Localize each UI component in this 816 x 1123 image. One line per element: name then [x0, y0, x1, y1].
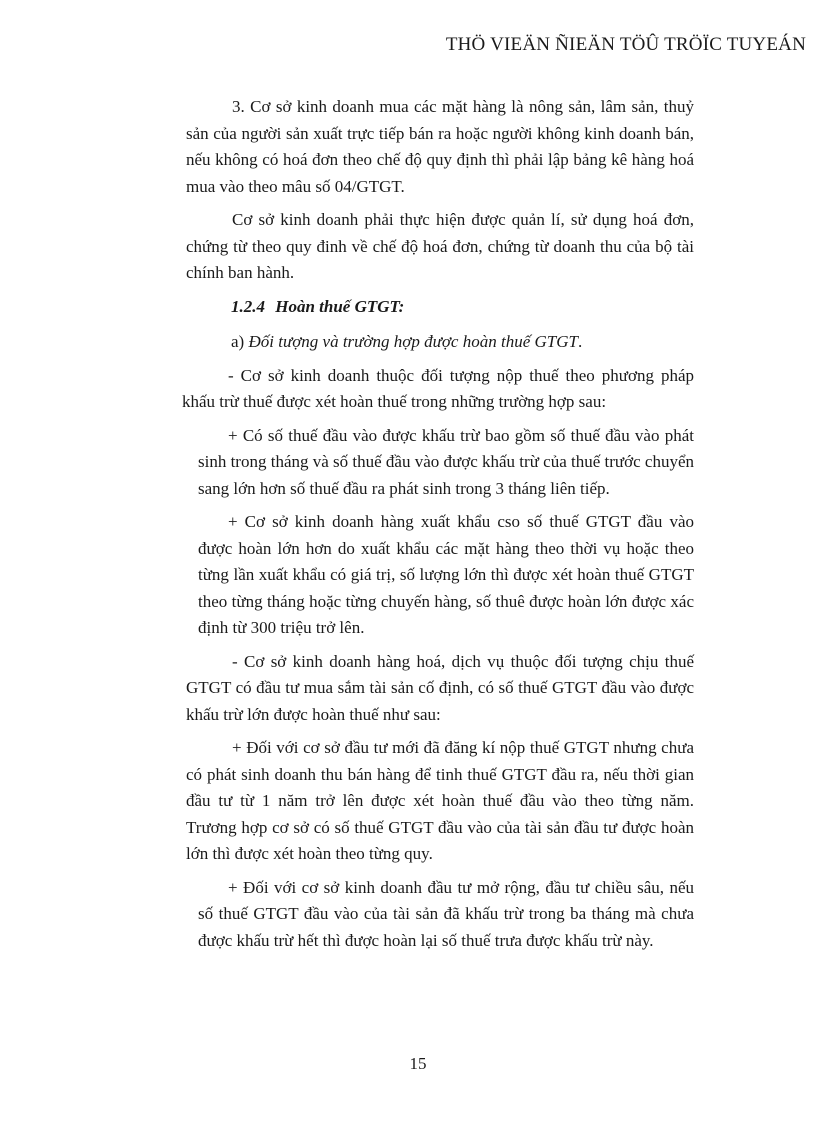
- section-title: Hoàn thuế GTGT:: [275, 296, 405, 316]
- page-number: 15: [409, 1054, 427, 1073]
- list-item-export: + Cơ sở kinh doanh hàng xuất khẩu cso số thuế GTGT đầu vào được hoàn lớn hơn do xuất khẩu các mặt hàng theo thời vụ hoặc theo từng lần xuất khẩu có giá trị, số lượng lớn thì được xét hoàn thuế GTGT theo từng tháng hoặc từng chuyến hàng, số thuê được hoàn lớn được xác định từ 300 triệu trở lên.: [198, 512, 694, 637]
- subheading-prefix: a): [231, 332, 249, 351]
- paragraph-invoice-listing: 3. Cơ sở kinh doanh mua các mặt hàng là nông sản, lâm sản, thuỷ sản của người sản xuất trực tiếp bán ra hoặc người không kinh doanh bán, nếu không có hoá đơn theo chế độ quy định thì phải lập bảng kê hàng hoá mua vào theo mâu số 04/GTGT.: [186, 97, 694, 196]
- paragraph-invoice-management: Cơ sở kinh doanh phải thực hiện được quản lí, sử dụng hoá đơn, chứng từ theo quy đinh về chế độ hoá đơn, chứng từ doanh thu của bộ tài chính ban hành.: [186, 210, 694, 282]
- subheading-text: Đối tượng và trường hợp được hoàn thuế GTGT: [248, 332, 578, 351]
- page-body: [182, 94, 694, 961]
- subheading-suffix: .: [577, 332, 583, 351]
- list-item-expansion-investment: + Đối với cơ sở kinh doanh đầu tư mở rộng, đầu tư chiều sâu, nếu số thuế GTGT đầu vào của tài sản đã khấu trừ trong ba tháng mà chưa được khấu trừ hết thì được hoàn lại số thuế trưa được khấu trừ này.: [198, 877, 694, 950]
- section-heading: [186, 294, 694, 321]
- section-number: 1.2.4: [231, 296, 265, 316]
- list-item-new-investment: + Đối với cơ sở đầu tư mới đã đăng kí nộp thuế GTGT nhưng chưa có phát sinh doanh thu bán hàng để tinh thuế GTGT đầu ra, nếu thời gian đầu tư từ 1 năm trở lên được xét hoàn thuế đầu vào theo từng năm. Trương hợp cơ sở có số thuế GTGT đầu vào của tài sản đầu tư được hoàn lớn thì được xét hoàn theo từng quy.: [186, 738, 694, 863]
- subheading: [186, 329, 694, 356]
- paragraph-deduction-method: - Cơ sở kinh doanh thuộc đối tượng nộp thuế theo phương pháp khấu trừ thuế được xét hoàn thuế trong những trường hợp sau:: [182, 365, 694, 411]
- paragraph-fixed-assets: - Cơ sở kinh doanh hàng hoá, dịch vụ thuộc đối tượng chịu thuế GTGT có đầu tư mua sắm tài sản cố định, có số thuế GTGT đầu vào được khấu trừ lớn được hoàn thuế như sau:: [186, 651, 694, 724]
- list-item-input-tax: + Có số thuế đầu vào được khấu trừ bao gồm số thuế đầu vào phát sinh trong tháng và số thuế đầu vào được khấu trừ của thuế trước chuyển sang lớn hơn số thuế đầu ra phát sinh trong 3 tháng liên tiếp.: [198, 425, 694, 498]
- page-header: THÖ VIEÄN ÑIEÄN TÖÛ TRÖÏC TUYEÁN: [445, 34, 806, 55]
